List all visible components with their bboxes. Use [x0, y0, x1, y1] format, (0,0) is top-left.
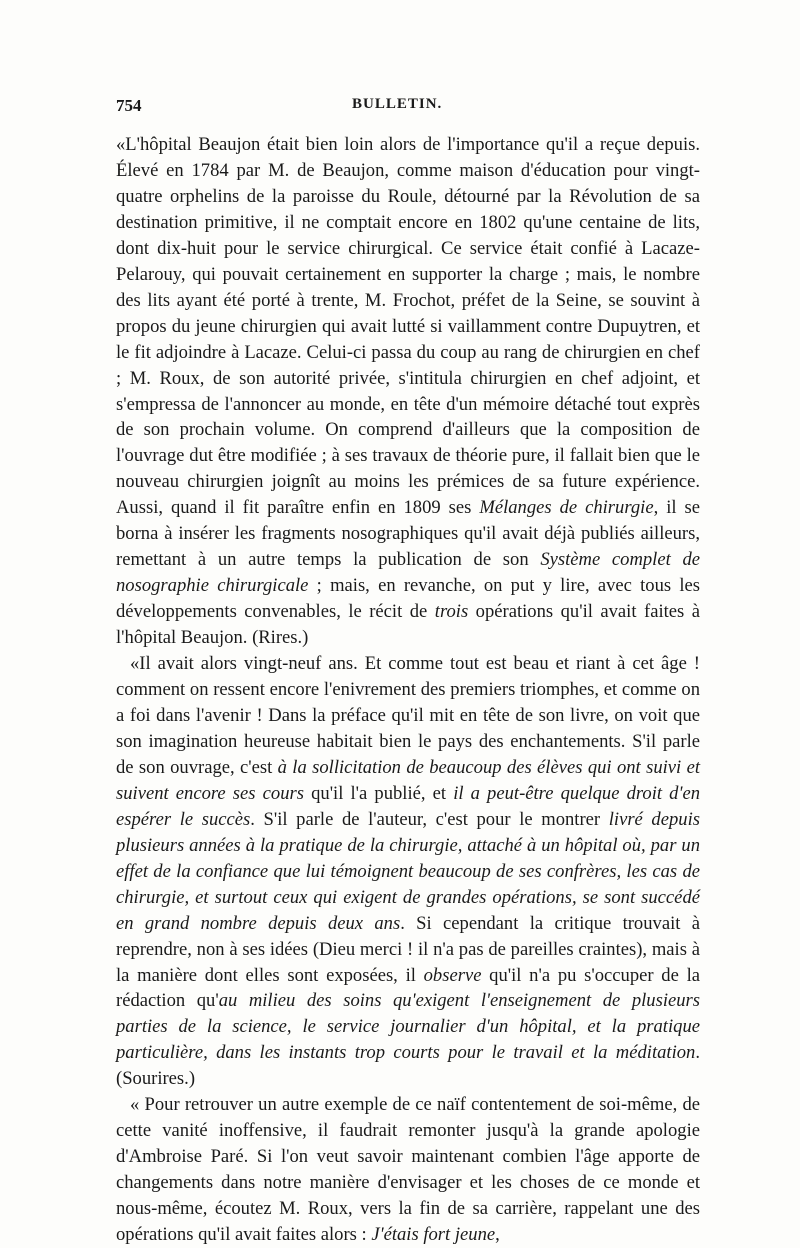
paragraph — [116, 651, 700, 1092]
text-run: . Si cependant la critique trouvait à reprendre, non à ses idées (Dieu merci ! il n'a pas de pareilles craintes), mais à la manière dont elles sont exposées, il — [116, 912, 700, 986]
body-text — [116, 132, 700, 1248]
paragraph — [116, 1092, 700, 1248]
italic-quote: à la sollicitation de beaucoup des élèves qui ont suivi et suivent encore ses cours — [116, 756, 700, 804]
italic-title: Mélanges de chirurgie — [479, 497, 654, 519]
italic-quote: J'étais fort jeune — [371, 1224, 496, 1246]
text-run: qu'il n'a pu s'occuper de la rédaction qu' — [116, 964, 700, 1012]
italic-quote: il a peut-être quelque droit d'en espérer le succès — [116, 782, 700, 830]
text-run: , — [495, 1224, 500, 1246]
text-run: , il se borna à insérer les fragments nosographiques qu'il avait déjà publiés ailleurs, remettant à un autre temps la publication de son — [116, 497, 700, 571]
paragraph — [116, 132, 700, 651]
text-run: ; mais, en revanche, on put y lire, avec tous les développements convenables, le récit de — [116, 575, 701, 623]
page-number: 754 — [116, 96, 142, 115]
italic-title: Système complet de nosographie chirurgicale — [116, 549, 701, 597]
text-run: qu'il l'a publié, et — [303, 782, 454, 804]
text-run: opérations qu'il avait faites à l'hôpital Beaujon. (Rires.) — [116, 601, 700, 649]
text-run: «L'hôpital Beaujon était bien loin alors de l'importance qu'il a reçue depuis. Élevé en 1784 par M. de Beaujon, comme maison d'éducation pour vingt-quatre orphelins de la paroisse du Roule, détourné par la Révolution de sa destination primitive, il ne comptait encore en 1802 qu'une centaine de lits, dont dix-huit pour le service chirurgical. Ce service était confié à Lacaze-Pelarouy, qui pouvait certainement en supporter la charge ; mais, le nombre des lits ayant été porté à trente, M. Frochot, préfet de la Seine, se souvint à propos du jeune chirurgien qui avait lutté si vaillamment contre Dupuytren, et le fit adjoindre à Lacaze. Celui-ci passa du coup au rang de chirurgien en chef ; M. Roux, de son autorité privée, s'intitula chirurgien en chef adjoint, et s'empressa de l'annoncer au monde, en tête d'un mémoire détaché tout exprès de son prochain volume. On comprend d'ailleurs que la composition de l'ouvrage dut être modifiée ; à ses travaux de théorie pure, il fallait bien que le nouveau chirurgien joignît au moins les prémices de sa future expérience. Aussi, quand il fit paraître enfin en 1809 ses — [116, 134, 700, 519]
running-head: BULLETIN. — [352, 96, 443, 112]
text-run: . (Sourires.) — [116, 1042, 700, 1090]
italic-emphasis: observe — [423, 964, 482, 986]
italic-emphasis: trois — [434, 601, 469, 623]
page-header — [116, 96, 700, 132]
text-run: «Il avait alors vingt-neuf ans. Et comme tout est beau et riant à cet âge ! comment on ressent encore l'enivrement des premiers triomphes, et comme on a foi dans l'avenir ! Dans la préface qu'il mit en tête de son livre, on voit que son imagination heureuse habitait bien le pays des enchantements. S'il parle de son ouvrage, c'est — [116, 653, 700, 778]
italic-quote: au milieu des soins qu'exigent l'enseignement de plusieurs parties de la science, le service journalier d'un hôpital, et la pratique particulière, dans les instants trop courts pour le travail et la méditation — [116, 990, 701, 1064]
text-run: « Pour retrouver un autre exemple de ce naïf contentement de soi-même, de cette vanité inoffensive, il faudrait remonter jusqu'à la grande apologie d'Ambroise Paré. Si l'on veut savoir maintenant combien l'âge apporte de changements dans notre manière d'envisager et les choses de ce monde et nous-même, écoutez M. Roux, vers la fin de sa carrière, rappelant une des opérations qu'il avait faites alors : — [116, 1094, 700, 1246]
italic-quote: livré depuis plusieurs années à la pratique de la chirurgie, attaché à un hôpital où, par un effet de la confiance que lui témoignent beaucoup de ses confrères, les cas de chirurgie, et surtout ceux qui exigent de grandes opérations, se sont succédé en grand nombre depuis deux ans — [116, 808, 700, 934]
text-run: . S'il parle de l'auteur, c'est pour le montrer — [250, 808, 609, 830]
